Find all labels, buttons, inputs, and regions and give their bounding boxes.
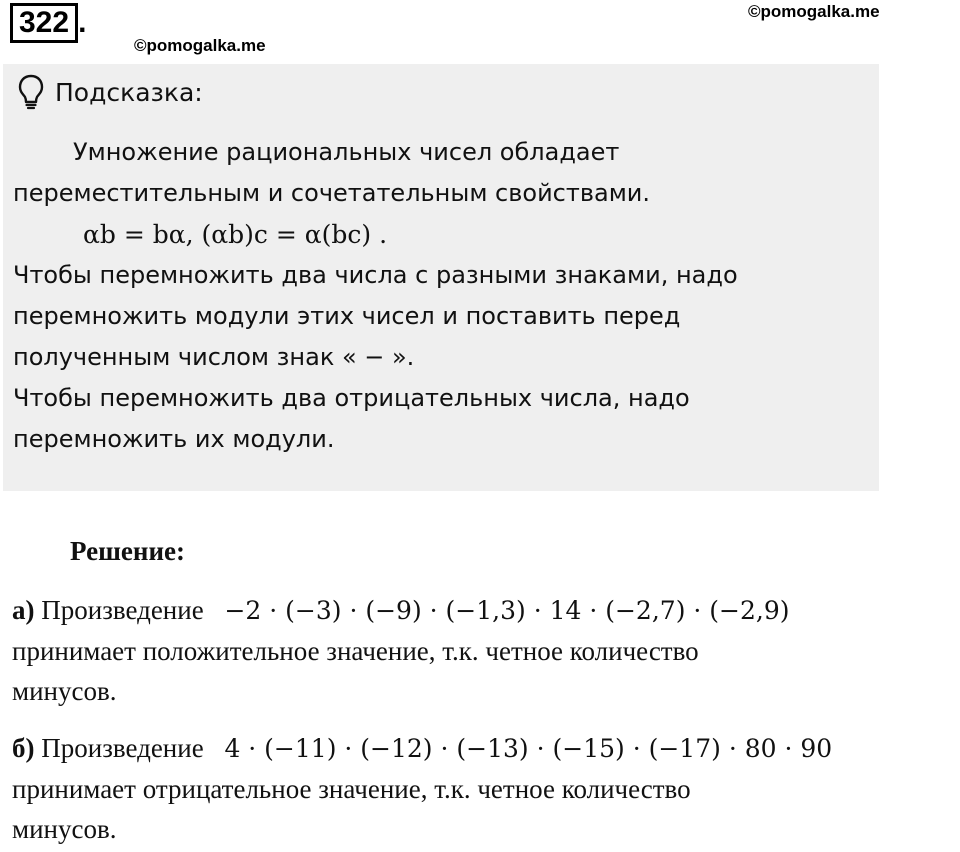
task-number-suffix: . (78, 6, 87, 39)
hint-line: Чтобы перемножить два отрицательных числа, надо (13, 384, 690, 412)
task-number (10, 3, 86, 43)
solution-part-a (12, 590, 958, 711)
solution-a-line2: принимает положительное значение, т.к. четное количество (12, 636, 699, 666)
solution-b-line2: принимает отрицательное значение, т.к. четное количество (12, 774, 691, 804)
solution-part-b (12, 728, 958, 849)
solution-a-word: Произведение (41, 595, 204, 625)
solution-a-label: а) (12, 595, 35, 625)
solution-a-expression: −2 · (−3) · (−9) · (−1,3) · 14 · (−2,7) · (−2,9) (224, 596, 790, 625)
hint-title: Подсказка: (55, 77, 203, 107)
hint-line: перемножить их модули. (13, 425, 335, 453)
solution-b-word: Произведение (41, 733, 204, 763)
solution-a-first-line (12, 590, 958, 631)
watermark-top: ©pomogalka.me (748, 2, 880, 21)
hint-line: перемножить модули этих чисел и поставить перед (13, 302, 681, 330)
hint-line: полученным числом знак « − ». (13, 343, 415, 371)
hint-header (17, 72, 203, 112)
watermark-middle: ©pomogalka.me (134, 36, 266, 55)
lightbulb-icon (17, 74, 45, 110)
solution-b-expression: 4 · (−11) · (−12) · (−13) · (−15) · (−17) · 80 · 90 (224, 734, 833, 763)
solution-b-first-line (12, 728, 958, 769)
solution-title: Решение: (70, 536, 185, 566)
hint-text (13, 132, 873, 460)
solution-a-line3: минусов. (12, 676, 117, 706)
task-number-value: 322 (10, 3, 78, 43)
solution-b-line3: минусов. (12, 814, 117, 844)
hint-formula: αb = bα, (αb)c = α(bc) . (83, 220, 388, 249)
hint-box (3, 64, 879, 491)
hint-line: Чтобы перемножить два числа с разными знаками, надо (13, 261, 738, 289)
hint-line: переместительным и сочетательным свойствами. (13, 179, 651, 207)
hint-line: Умножение рациональных чисел обладает (73, 138, 620, 166)
solution-b-label: б) (12, 733, 35, 763)
